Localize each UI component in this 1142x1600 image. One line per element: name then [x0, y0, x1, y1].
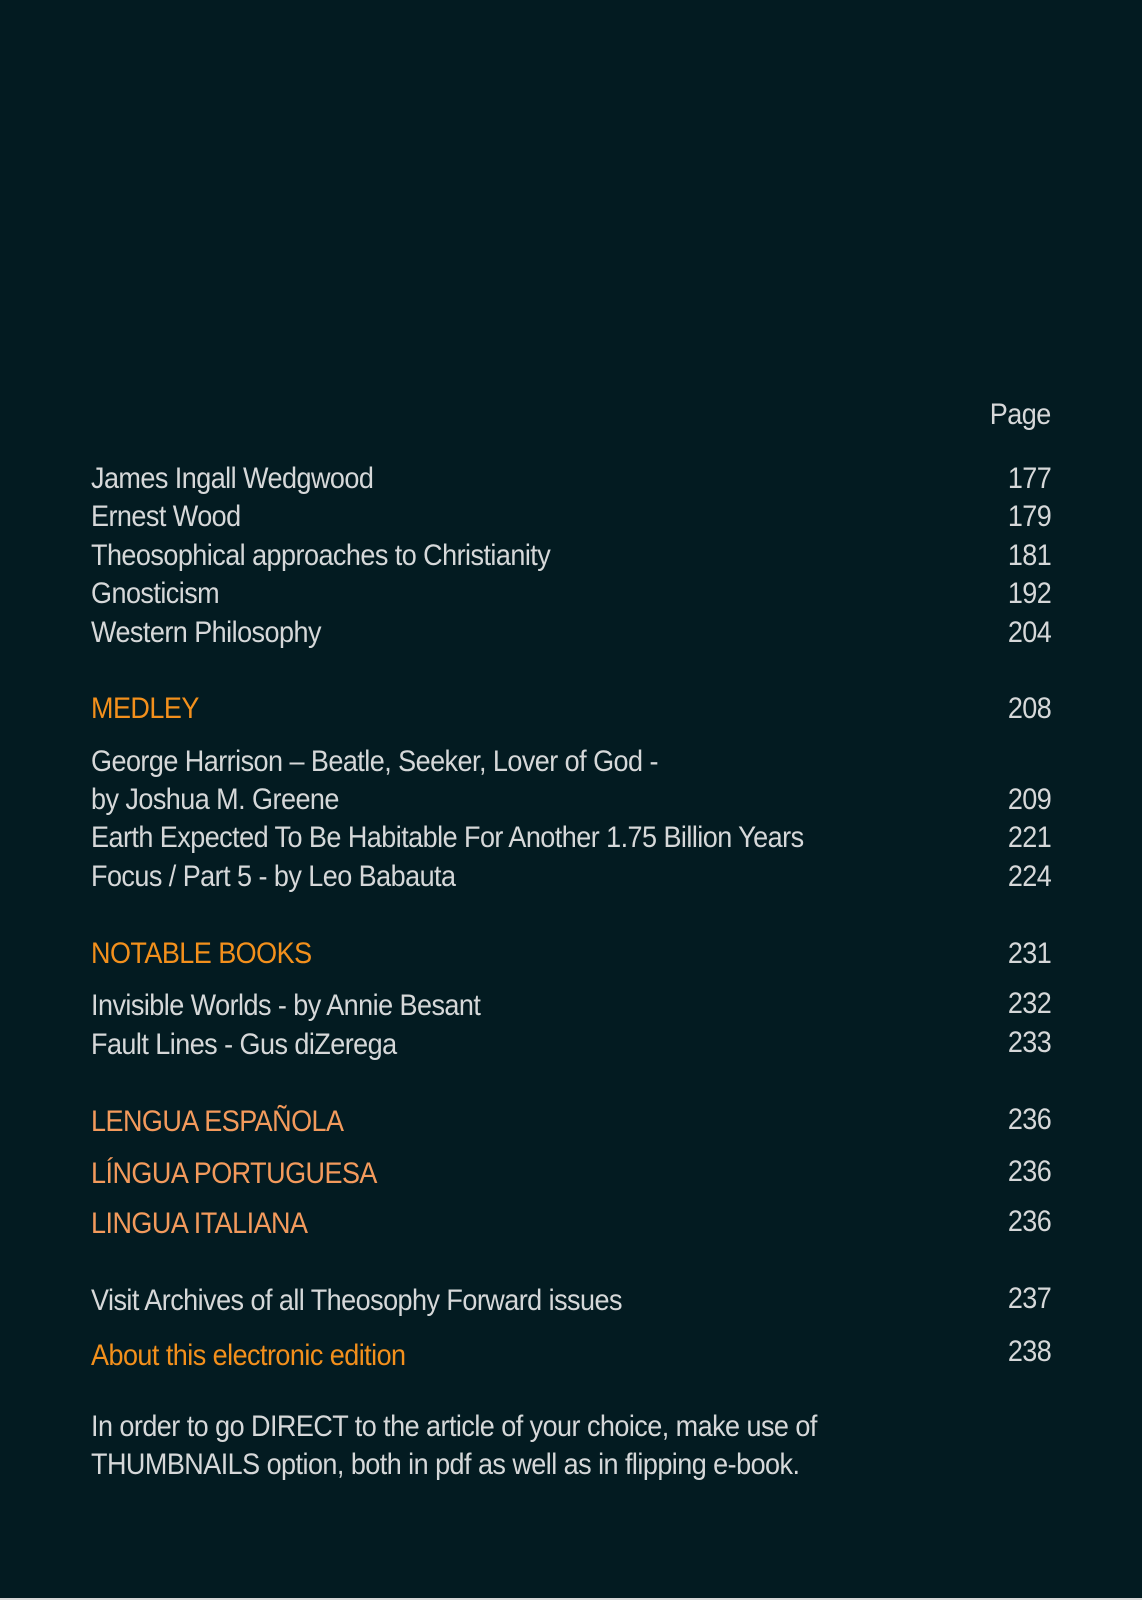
toc-entry-title[interactable]: George Harrison – Beatle, Seeker, Lover of God -: [91, 745, 658, 778]
archives-link[interactable]: Visit Archives of all Theosophy Forward issues: [91, 1284, 622, 1317]
toc-entry-title[interactable]: Ernest Wood: [91, 500, 241, 533]
section-heading-medley[interactable]: MEDLEY: [91, 692, 199, 725]
toc-entry-title[interactable]: Earth Expected To Be Habitable For Another 1.75 Billion Years: [91, 821, 804, 854]
toc-entry-title[interactable]: Gnosticism: [91, 577, 220, 610]
toc-entry-title[interactable]: James Ingall Wedgwood: [91, 462, 374, 495]
about-edition-page: 238: [1007, 1335, 1051, 1368]
toc-entry-page: 232: [1007, 987, 1051, 1020]
section-page-portuguesa: 236: [1007, 1155, 1051, 1188]
toc-entry-title-continued[interactable]: by Joshua M. Greene: [91, 783, 339, 816]
toc-entry-page: 204: [1007, 616, 1051, 649]
toc-entry-page: 209: [1007, 783, 1051, 816]
toc-entry-page: 179: [1007, 500, 1051, 533]
toc-entry-title[interactable]: Western Philosophy: [91, 616, 321, 649]
toc-entry-page: 177: [1007, 462, 1051, 495]
toc-entry-title[interactable]: Theosophical approaches to Christianity: [91, 539, 551, 572]
archives-page: 237: [1007, 1282, 1051, 1315]
section-heading-portuguesa[interactable]: LÍNGUA PORTUGUESA: [91, 1157, 377, 1190]
about-edition-link[interactable]: About this electronic edition: [91, 1339, 406, 1372]
toc-entry-title[interactable]: Focus / Part 5 - by Leo Babauta: [91, 860, 456, 893]
section-page-medley: 208: [1007, 692, 1051, 725]
section-heading-italiana[interactable]: LINGUA ITALIANA: [91, 1207, 308, 1240]
section-page-espanol: 236: [1007, 1103, 1051, 1136]
toc-entry-title[interactable]: Fault Lines - Gus diZerega: [91, 1028, 397, 1061]
page-column-header: Page: [990, 398, 1051, 431]
toc-entry-page: 221: [1007, 821, 1051, 854]
navigation-note-line1: In order to go DIRECT to the article of your choice, make use of: [91, 1410, 817, 1443]
toc-entry-page: 233: [1007, 1026, 1051, 1059]
toc-entry-page: 181: [1007, 539, 1051, 572]
toc-entry-page: 192: [1007, 577, 1051, 610]
section-page-italiana: 236: [1007, 1205, 1051, 1238]
section-page-notable-books: 231: [1007, 937, 1051, 970]
section-heading-espanol[interactable]: LENGUA ESPAÑOLA: [91, 1105, 344, 1138]
toc-entry-title[interactable]: Invisible Worlds - by Annie Besant: [91, 989, 481, 1022]
toc-entry-page: 224: [1007, 860, 1051, 893]
navigation-note-line2: THUMBNAILS option, both in pdf as well as in flipping e-book.: [91, 1448, 800, 1481]
section-heading-notable-books[interactable]: NOTABLE BOOKS: [91, 937, 312, 970]
